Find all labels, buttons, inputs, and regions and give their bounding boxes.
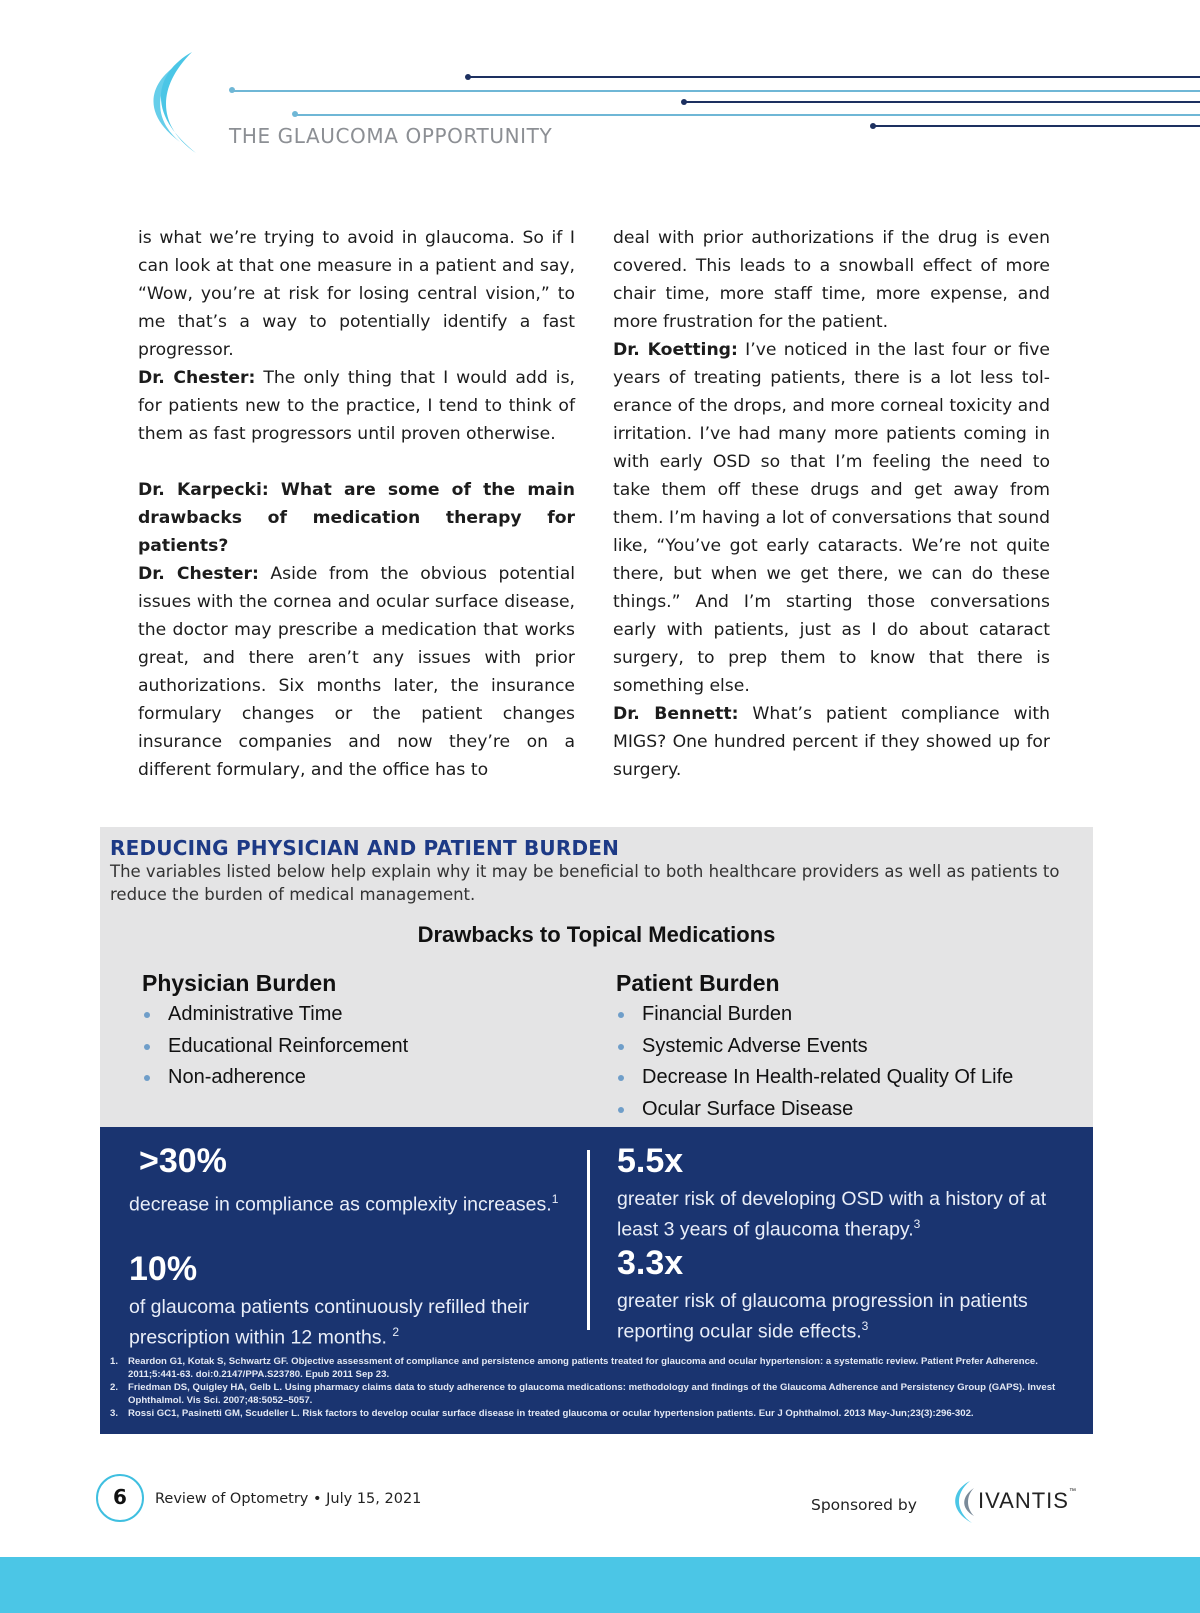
paragraph: Dr. Chester: Aside from the obvious potential issues with the cornea and ocular surface disease, the doctor may prescribe a medication that works great, and there aren’t any issues with prior authorizations. Six months later, the insurance formulary changes or the patient changes insurance companies and now they’re on a different formulary, and the office has to	[138, 564, 575, 780]
physician-burden-section	[142, 970, 582, 1094]
article-right-column	[613, 224, 1050, 784]
speaker-name: Dr. Bennett:	[613, 704, 739, 724]
publication-info: Review of Optometry • July 15, 2021	[155, 1491, 422, 1507]
stat-value: 3.3x	[617, 1244, 684, 1282]
bottom-accent-bar	[0, 1557, 1200, 1613]
stat-reference: 3	[913, 1217, 921, 1231]
drawbacks-title: Drawbacks to Topical Medications	[417, 922, 776, 947]
patient-burden-list	[616, 999, 1086, 1125]
physician-burden-heading: Physician Burden	[142, 970, 337, 996]
paragraph: deal with prior authorizations if the drug is even covered. This leads to a snowball effect of more chair time, more staff time, more expense, and more frustration for the patient.	[613, 228, 1050, 332]
bullet-icon	[618, 1107, 624, 1113]
patient-burden-section	[616, 970, 1086, 1125]
speaker-name: Dr. Chester:	[138, 564, 259, 584]
stat-value: 10%	[129, 1250, 198, 1288]
burden-list-item: Systemic Adverse Events	[616, 1031, 1086, 1063]
bullet-icon	[618, 1044, 624, 1050]
burden-list-item: Ocular Surface Disease	[616, 1094, 1086, 1126]
stat-reference: 3	[861, 1319, 869, 1333]
stat-description: greater risk of glaucoma progression in patients reporting ocular side effects.$^3$	[617, 1290, 1028, 1343]
reference-item: 1. Reardon G1, Kotak S, Schwartz GF. Objective assessment of compliance and persistence among patients treated for glaucoma and ocular hypertension: a systematic review. Patient Prefer Adherence. 2011;5:441-63. doi:0.2147/PPA.S23780. Epub 2011 Sep 23.	[110, 1356, 1038, 1380]
speaker-name: Dr. Chester:	[138, 368, 256, 388]
stat-description: of glaucoma patients continuously refilled their prescription within 12 months. $^2$	[129, 1296, 529, 1349]
paragraph-spacer	[138, 448, 575, 476]
sponsored-by-label: Sponsored by	[811, 1496, 917, 1514]
paragraph: Dr. Koetting: I’ve noticed in the last four or five years of treating patients, there is a lot less tolerance of the drops, and more corneal toxicity and irritation. I’ve had many more patients coming in with early OSD so that I’m feeling the need to take them off these drugs and get away from them. I’m having a lot of conversations that sound like, “You’ve got early cataracts. We’re not quite there, but when we get there, we can do these things.” And I’m starting those conversations early with patients, just as I do about cataract surgery, to prep them to know that there is something else.	[613, 340, 1050, 696]
patient-burden-heading: Patient Burden	[616, 970, 780, 996]
crescent-logo-icon	[134, 50, 204, 155]
stat-description: decrease in compliance as complexity increases.$^1$	[129, 1192, 559, 1216]
paragraph: Dr. Bennett: What’s patient compliance with MIGS? One hundred percent if they showed up for surgery.	[613, 704, 1050, 780]
speaker-name: Dr. Koetting:	[613, 340, 738, 360]
reference-item: 3. Rossi GC1, Pasinetti GM, Scudeller L. Risk factors to develop ocular surface disease in treated glaucoma or ocular hypertension patients. Eur J Ophthalmol. 2013 May-Jun;23(3):296-302.	[110, 1408, 974, 1419]
stat-reference: 2	[392, 1325, 400, 1339]
reference-item: 2. Friedman DS, Quigley HA, Gelb L. Using pharmacy claims data to study adherence to glaucoma medications: methodology and findings of the Glaucoma Adherence and Persistency Group (GAPS). Invest Ophthalmol. Vis Sci. 2007;48:5052–5057.	[110, 1382, 1056, 1406]
burden-list-item: Educational Reinforcement	[142, 1031, 582, 1063]
page-number: 6	[96, 1474, 144, 1522]
sponsor-logo	[946, 1480, 976, 1524]
bullet-icon	[144, 1044, 150, 1050]
interview-question: Dr. Karpecki: What are some of the main drawbacks of medication therapy for patients?	[138, 480, 575, 556]
stat-value: 5.5x	[617, 1142, 684, 1180]
physician-burden-list	[142, 999, 582, 1094]
stat-progression-risk	[617, 1244, 1087, 1345]
infographic-subtitle: The variables listed below help explain why it may be beneficial to both healthcare providers as well as patients to reduce the burden of medical management.	[110, 862, 1060, 904]
stat-description: greater risk of developing OSD with a history of at least 3 years of glaucoma therapy.$^3$	[617, 1188, 1047, 1241]
stats-divider	[587, 1150, 590, 1330]
bullet-icon	[144, 1075, 150, 1081]
ivantis-logo-icon	[946, 1480, 976, 1524]
stat-osd-risk	[617, 1142, 1087, 1243]
references-list	[110, 1355, 1080, 1420]
burden-list-item: Financial Burden	[616, 999, 1086, 1031]
bullet-icon	[144, 1012, 150, 1018]
stat-compliance	[129, 1142, 569, 1218]
stat-reference: 1	[551, 1192, 559, 1206]
paragraph: is what we’re trying to avoid in glaucoma. So if I can look at that one measure in a patient and say, “Wow, you’re at risk for losing central vision,” to me that’s a way to potentially identify a fast progressor.	[138, 228, 575, 360]
bullet-icon	[618, 1075, 624, 1081]
infographic-title: REDUCING PHYSICIAN AND PATIENT BURDEN	[110, 836, 620, 860]
burden-list-item: Decrease In Health-related Quality Of Life	[616, 1062, 1086, 1094]
stat-refill	[129, 1250, 579, 1351]
sponsor-name: IVANTIS™	[978, 1488, 1076, 1513]
article-left-column	[138, 224, 575, 784]
bullet-icon	[618, 1012, 624, 1018]
paragraph: Dr. Chester: The only thing that I would add is, for patients new to the practice, I tend to think of them as fast progressors until proven otherwise.	[138, 368, 575, 444]
header-logo-mark	[134, 50, 204, 155]
section-title: THE GLAUCOMA OPPORTUNITY	[229, 124, 553, 148]
burden-list-item: Administrative Time	[142, 999, 582, 1031]
stat-value: >30%	[139, 1142, 227, 1180]
burden-list-item: Non-adherence	[142, 1062, 582, 1094]
